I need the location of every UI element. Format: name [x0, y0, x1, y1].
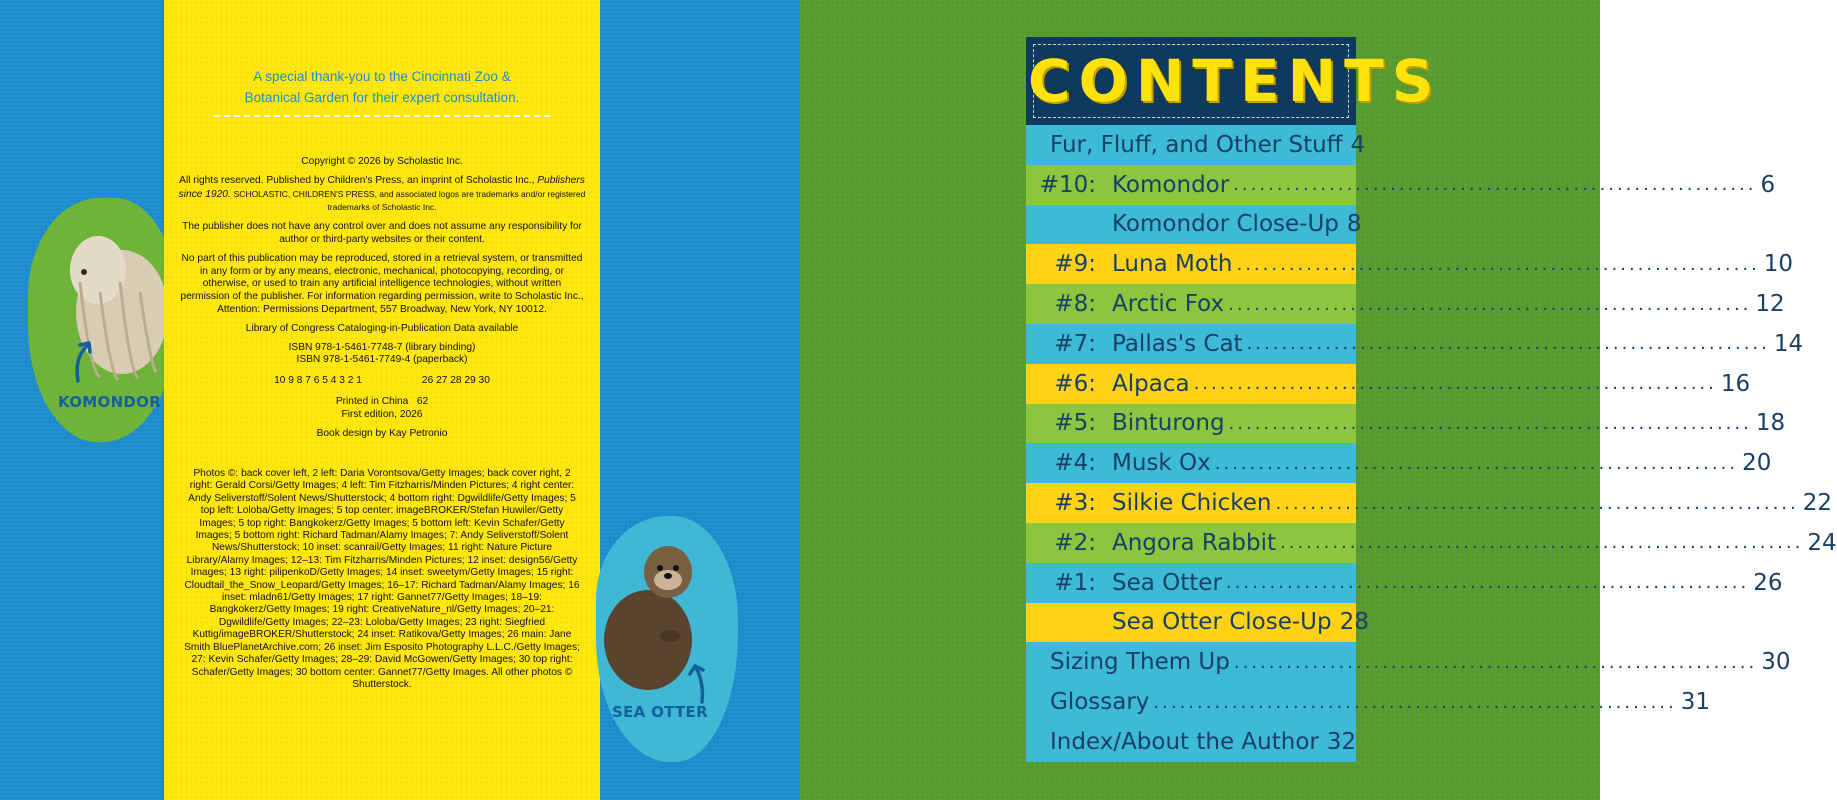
toc-row[interactable]: [1026, 125, 1366, 165]
toc-page-number: 20: [1742, 450, 1772, 477]
toc-leader-dots: ............................................................: [1246, 333, 1770, 355]
reproduction-notice: No part of this publication may be reproduced, stored in a retrieval system, or transmitted in any form or by any means, electronic, mechanical, photocopying, recording, or otherwise, or used to train any artificial intelligence technologies, without written permission of the publisher. For information regarding permission, write to Scholastic Inc., Attention: Permissions Department, 557 Broadway, New York, NY 10012.: [180, 252, 584, 315]
toc-page-number: 28: [1339, 609, 1369, 636]
toc-entry-title: Komondor: [1112, 171, 1230, 198]
toc-entry-number: #8:: [1054, 291, 1096, 318]
toc-page-number: 30: [1761, 649, 1791, 676]
toc-leader-dots: ............................................................: [1153, 691, 1677, 713]
copyright-page: [0, 0, 800, 800]
toc-row[interactable]: [1026, 483, 1833, 523]
copyright-column: [164, 0, 600, 800]
publisher-note: The publisher does not have any control over and does not assume any responsibility for author or third-party websites or their content.: [182, 221, 582, 245]
toc-entry-title: Komondor Close-Up: [1112, 211, 1339, 238]
toc-entry-title: Angora Rabbit: [1112, 529, 1277, 556]
toc-row[interactable]: [1026, 443, 1772, 483]
toc-entry-title: Glossary: [1050, 689, 1150, 716]
toc-row[interactable]: [1026, 284, 1785, 324]
toc-page-number: 22: [1802, 490, 1833, 517]
toc-page-number: 10: [1763, 251, 1794, 278]
toc-leader-dots: ............................................................: [1233, 651, 1758, 673]
toc-row[interactable]: [1026, 603, 1369, 643]
toc-entry-title: Sea Otter Close-Up: [1112, 609, 1332, 636]
toc-row[interactable]: [1026, 364, 1751, 404]
toc-entry-number: #5:: [1054, 410, 1096, 437]
printed-info: Printed in China 62 First edition, 2026: [335, 395, 429, 420]
toc-leader-dots: ............................................................: [1280, 532, 1804, 554]
toc-entry-title: Musk Ox: [1112, 450, 1211, 477]
toc-page-number: 6: [1760, 171, 1776, 198]
toc-page-number: 32: [1326, 728, 1357, 755]
thank-you-line-1: A special thank-you to the Cincinnati Zoo &: [253, 69, 511, 84]
toc-leader-dots: ............................................................: [1228, 412, 1752, 434]
sea-otter-arrow-icon: [686, 660, 716, 706]
toc-page-number: 14: [1773, 330, 1804, 357]
toc-page-number: 4: [1350, 131, 1366, 158]
sea-otter-label: SEA OTTER: [612, 703, 708, 721]
toc-entry-title: Arctic Fox: [1112, 291, 1225, 318]
toc-entry-number: #10:: [1039, 171, 1096, 198]
sea-otter-image: [598, 540, 694, 690]
toc-row[interactable]: [1026, 324, 1804, 364]
toc-page-number: 12: [1755, 291, 1785, 318]
isbn-block: ISBN 978-1-5461-7748-7 (library binding) ISBN 978-1-5461-7749-4 (paperback): [288, 341, 476, 366]
komondor-arrow-icon: [70, 335, 100, 385]
toc-entry-number: #3:: [1054, 490, 1096, 517]
toc-row[interactable]: [1026, 563, 1783, 603]
toc-leader-dots: ............................................................: [1275, 492, 1799, 514]
toc-entry-number: #1:: [1054, 569, 1096, 596]
cip-note: Library of Congress Cataloging-in-Publication Data available: [245, 322, 519, 334]
toc-entry-number: #4:: [1054, 450, 1096, 477]
toc-row[interactable]: [1026, 642, 1791, 682]
toc-entry-number: #9:: [1054, 251, 1096, 278]
toc-entry-title: Binturong: [1112, 410, 1225, 437]
toc-leader-dots: ............................................................: [1233, 174, 1757, 196]
komondor-label: KOMONDOR: [58, 393, 162, 411]
contents-page: [800, 0, 1837, 800]
toc-entry-title: Fur, Fluff, and Other Stuff: [1050, 131, 1343, 158]
toc-row[interactable]: [1026, 244, 1794, 284]
toc-row[interactable]: [1026, 404, 1786, 444]
toc-page-number: 8: [1346, 211, 1362, 238]
toc-entry-title: Luna Moth: [1112, 251, 1233, 278]
toc-row[interactable]: [1026, 165, 1776, 205]
toc-leader-dots: ............................................................: [1236, 253, 1760, 275]
photo-credits: Photos ©: back cover left, 2 left: Daria Vorontsova/Getty Images; back cover right, 2 right: Gerald Corsi/Getty Images; 4 left: Tim Fitzharris/Minden Pictures; 4 right center: Andy Seliverstoff/Solent News/Shutterstock; 4 bottom right: Dgwildlife/Getty Images; 5 top left: Loloba/Getty Images; 5 top center: imageBROKER/Stefan Huwiler/Getty Images; 5 top right: Bangkokerz/Getty Images; 5 bottom left: Kevin Schafer/Getty Images; 5 bottom right: Richard Tadman/Alamy Images; 7: Andy Seliverstoff/Solent News/Shutterstock; 10 inset: scanrail/Getty Images; 11 right: Nature Picture Library/Alamy Images; 12–13: Tim Fitzharris/Minden Pictures; 12 inset: design56/Getty Images; 13 right: pilipenkoD/Getty Images; 14 inset: sweetym/Getty Images; 15 right: Cloudtail_the_Snow_Leopard/Getty Images; 16–17: Richard Tadman/Alamy Images; 16 inset: mladn61/Getty Images; 17 right: Gannet77/Getty Images; 18–19: Bangkokerz/Getty Images; 19 right: CreativeNature_nl/Getty Images; 20–21: Dgwildlife/Getty Images; 22–23: Loloba/Getty Images; 23 right: Siegfried Kuttig/imageBROKER/Shutterstock; 24 inset: Ratikova/Getty Images; 26 main: Jane Smith BluePlanetArchive.com; 26 inset: Jim Esposito Photography L.L.C./Getty Images; 27: Kevin Schafer/Getty Images; 28–29: David McGowen/Getty Images; 30 top right: Schafer/Getty Images; 30 bottom center: Gannet77/Getty Images. All other photos © Shutterstock.: [184, 468, 580, 690]
toc-page-number: 26: [1753, 569, 1783, 596]
thank-you-note: [164, 66, 600, 108]
toc-page-number: 18: [1755, 410, 1786, 437]
contents-title: CONTENTS: [1028, 47, 1442, 115]
toc-leader-dots: ............................................................: [1228, 293, 1752, 315]
toc-page-number: 24: [1807, 529, 1837, 556]
toc-entry-title: Sizing Them Up: [1050, 649, 1230, 676]
toc-entry-title: Pallas's Cat: [1112, 330, 1243, 357]
toc-entry-number: #6:: [1054, 370, 1096, 397]
toc-page-number: 31: [1680, 689, 1711, 716]
design-credit: Book design by Kay Petronio: [316, 427, 448, 439]
toc-row[interactable]: [1026, 722, 1356, 762]
copyright-block: [178, 156, 586, 446]
table-of-contents: [1026, 125, 1837, 762]
toc-entry-title: Silkie Chicken: [1112, 490, 1272, 517]
toc-leader-dots: ............................................................: [1193, 373, 1717, 395]
toc-entry-number: #2:: [1054, 529, 1096, 556]
toc-entry-number: #7:: [1054, 330, 1096, 357]
toc-row[interactable]: [1026, 205, 1362, 245]
toc-entry-title: Alpaca: [1112, 370, 1190, 397]
printing-line: 10 9 8 7 6 5 4 3 2 1 26 27 28 29 30: [274, 375, 490, 387]
toc-entry-title: Sea Otter: [1112, 569, 1222, 596]
toc-page-number: 16: [1720, 370, 1751, 397]
contents-header: [1026, 37, 1442, 125]
dashed-divider: [214, 115, 550, 117]
toc-row[interactable]: [1026, 682, 1711, 722]
thank-you-line-2: Botanical Garden for their expert consultation.: [244, 90, 520, 105]
toc-entry-title: Index/About the Author: [1050, 728, 1319, 755]
copyright-title: Copyright © 2026 by Scholastic Inc.: [301, 156, 463, 167]
toc-leader-dots: ............................................................: [1225, 572, 1750, 594]
toc-row[interactable]: [1026, 523, 1837, 563]
rights-paragraph: All rights reserved. Published by Children's Press, an imprint of Scholastic Inc., Publishers since 1920. SCHOLASTIC, CHILDREN'S PRESS, and associated logos are trademarks and/or registered trademarks of Scholastic Inc.: [178, 174, 586, 213]
toc-leader-dots: ............................................................: [1214, 452, 1739, 474]
